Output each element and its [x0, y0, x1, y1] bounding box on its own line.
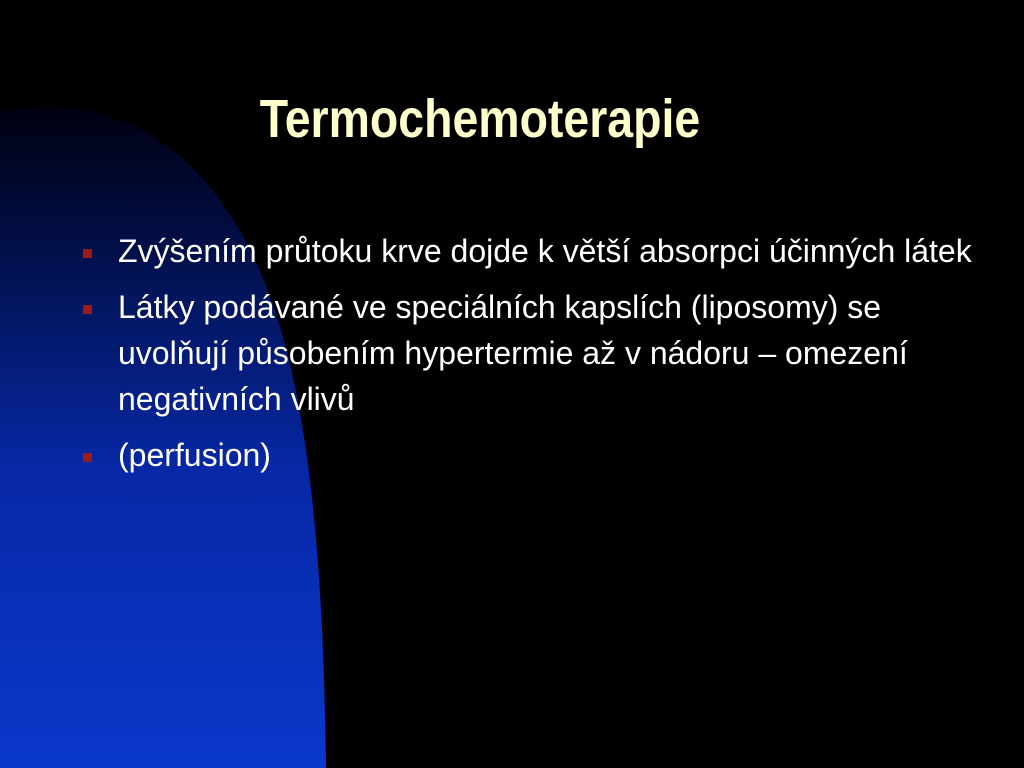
bullet-list: [80, 228, 1000, 488]
bullet-text: Látky podávané ve speciálních kapslích (liposomy) se uvolňují působením hypertermie až v nádoru – omezení negativních vlivů: [118, 289, 908, 417]
bullet-text: (perfusion): [118, 437, 271, 473]
bullet-text: Zvýšením průtoku krve dojde k větší absorpci účinných látek: [118, 233, 972, 269]
slide-title: Termochemoterapie: [259, 89, 701, 149]
bullet-item: [80, 228, 1000, 274]
bullet-item: [80, 432, 1000, 478]
square-bullet-icon: [83, 305, 92, 314]
bullet-item: [80, 284, 1000, 422]
square-bullet-icon: [83, 453, 92, 462]
square-bullet-icon: [83, 249, 92, 258]
